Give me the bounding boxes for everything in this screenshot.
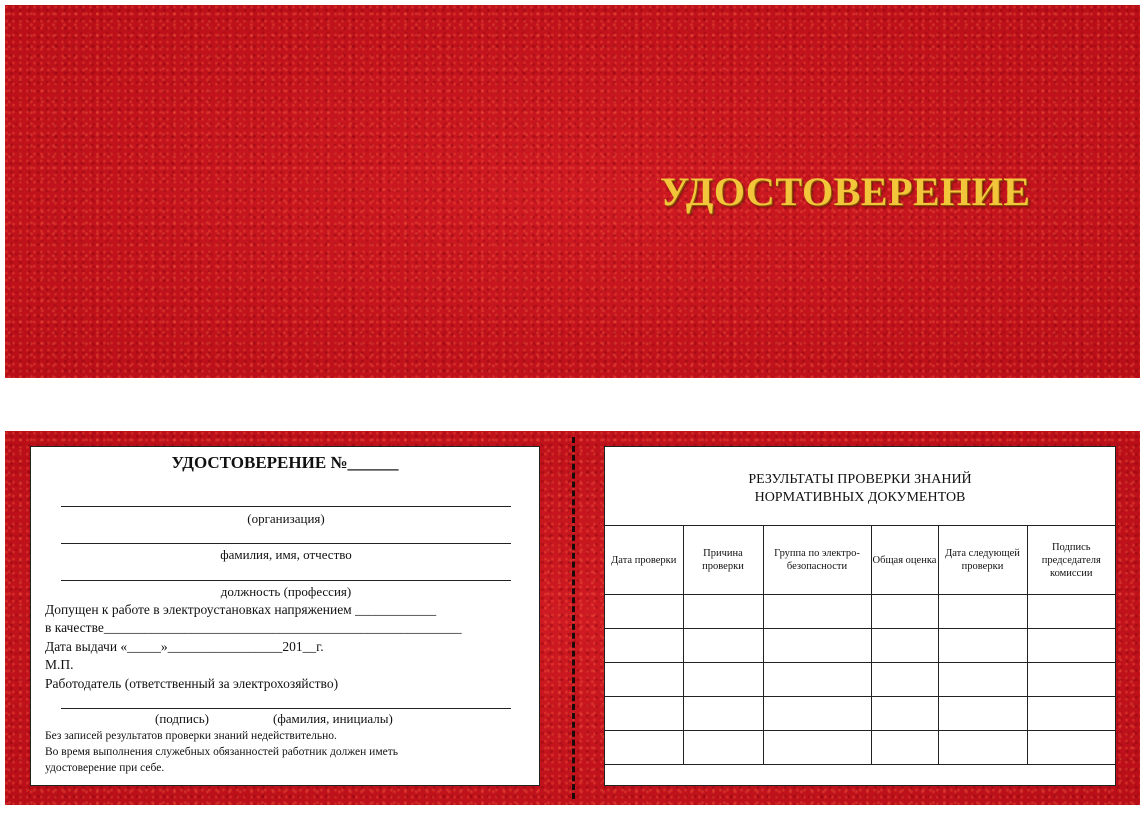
column-header: Причина проверки bbox=[683, 526, 763, 595]
table-cell bbox=[763, 697, 871, 731]
position-caption: должность (профессия) bbox=[220, 584, 352, 599]
name-caption: фамилия, имя, отчество bbox=[220, 547, 352, 562]
table-cell bbox=[605, 731, 683, 765]
table-cell bbox=[763, 595, 871, 629]
table-row bbox=[605, 629, 1115, 663]
results-title-line-1: РЕЗУЛЬТАТЫ ПРОВЕРКИ ЗНАНИЙ bbox=[748, 472, 972, 487]
table-header-row bbox=[605, 526, 1115, 595]
capacity-line: в качестве_____________________________________________________ bbox=[45, 620, 462, 635]
table-cell bbox=[871, 697, 938, 731]
certificate-card bbox=[30, 446, 540, 786]
fold-line bbox=[572, 437, 575, 799]
cover-page bbox=[5, 5, 1140, 378]
table-row bbox=[605, 663, 1115, 697]
results-title-line-2: НОРМАТИВНЫХ ДОКУМЕНТОВ bbox=[754, 490, 966, 505]
table-cell bbox=[605, 765, 1115, 786]
table-cell bbox=[683, 629, 763, 663]
table-cell bbox=[763, 629, 871, 663]
table-cell bbox=[1027, 697, 1115, 731]
organization-caption: (организация) bbox=[247, 511, 325, 526]
inner-spread bbox=[5, 431, 1140, 805]
table-cell bbox=[871, 663, 938, 697]
cover-title: УДОСТОВЕРЕНИЕ bbox=[660, 169, 1031, 214]
admitted-voltage-line: Допущен к работе в электроустановках напряжением ____________ bbox=[45, 602, 437, 617]
certificate-number-title: УДОСТОВЕРЕНИЕ №______ bbox=[171, 453, 399, 472]
results-table bbox=[605, 525, 1115, 785]
table-cell bbox=[938, 731, 1027, 765]
table-cell bbox=[683, 697, 763, 731]
table-row bbox=[605, 765, 1115, 786]
table-cell bbox=[605, 629, 683, 663]
results-card bbox=[604, 446, 1116, 786]
table-cell bbox=[763, 731, 871, 765]
column-header: Общая оценка bbox=[871, 526, 938, 595]
signature-caption: (подпись) bbox=[155, 711, 209, 726]
table-cell bbox=[605, 697, 683, 731]
organization-line bbox=[61, 506, 511, 507]
table-cell bbox=[1027, 731, 1115, 765]
column-header: Дата проверки bbox=[605, 526, 683, 595]
table-cell bbox=[938, 629, 1027, 663]
signature-line bbox=[61, 708, 511, 709]
issue-date-line: Дата выдачи «_____»_________________201__г. bbox=[45, 639, 324, 654]
name-line bbox=[61, 543, 511, 544]
position-line bbox=[61, 580, 511, 581]
table-cell bbox=[683, 595, 763, 629]
employer-line: Работодатель (ответственный за электрохозяйство) bbox=[45, 676, 339, 691]
carry-note-2: удостоверение при себе. bbox=[45, 762, 165, 774]
table-row bbox=[605, 731, 1115, 765]
results-title bbox=[605, 471, 1115, 507]
table-row bbox=[605, 595, 1115, 629]
table-cell bbox=[871, 595, 938, 629]
table-cell bbox=[1027, 595, 1115, 629]
table-cell bbox=[683, 731, 763, 765]
table-cell bbox=[871, 731, 938, 765]
stamp-place: М.П. bbox=[45, 657, 74, 672]
column-header: Подпись председателя комиссии bbox=[1027, 526, 1115, 595]
table-cell bbox=[605, 663, 683, 697]
initials-caption: (фамилия, инициалы) bbox=[273, 711, 393, 726]
column-header: Группа по электро- безопасности bbox=[763, 526, 871, 595]
table-cell bbox=[938, 697, 1027, 731]
carry-note-1: Во время выполнения служебных обязанностей работник должен иметь bbox=[45, 746, 398, 758]
table-cell bbox=[605, 595, 683, 629]
validity-note: Без записей результатов проверки знаний недействительно. bbox=[45, 730, 337, 742]
table-cell bbox=[763, 663, 871, 697]
column-header: Дата следующей проверки bbox=[938, 526, 1027, 595]
table-cell bbox=[871, 629, 938, 663]
table-cell bbox=[938, 663, 1027, 697]
table-cell bbox=[1027, 629, 1115, 663]
table-cell bbox=[683, 663, 763, 697]
table-row bbox=[605, 697, 1115, 731]
table-cell bbox=[938, 595, 1027, 629]
table-cell bbox=[1027, 663, 1115, 697]
